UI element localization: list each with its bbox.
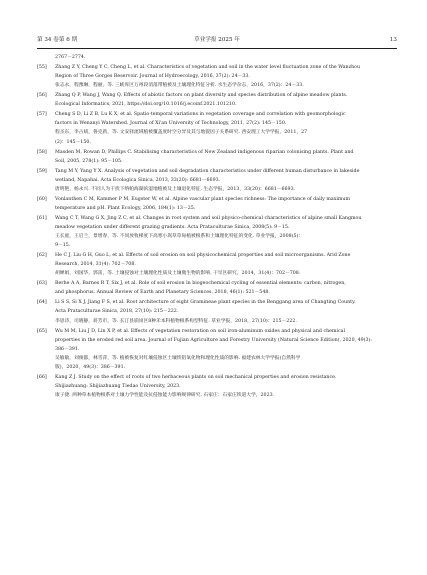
reference-number: [62] bbox=[37, 253, 47, 259]
reference-line: Ecological Informatics, 2021, https://doi.org/10.1016/j.ecoinf.2021.101210. bbox=[55, 102, 237, 108]
reference-number: [59] bbox=[37, 168, 47, 174]
reference-number: [65] bbox=[37, 328, 47, 334]
reference-number: [57] bbox=[37, 112, 47, 118]
reference-number: [56] bbox=[37, 93, 47, 99]
reference-item bbox=[37, 91, 397, 109]
reference-line: temperature and pH. Plant Ecology, 2006, 184(1): 13－25. bbox=[55, 205, 196, 211]
reference-line: meadow vegetation under different grazing gradients. Acta Prataculturae Sinica, 2008(5): 9－15. bbox=[55, 224, 290, 230]
reference-item bbox=[37, 110, 397, 146]
reference-line: 张志永，程豫琳，程丽，等. 三峡库区万州段消落带植被及土壤理化特征分析. 水生态学杂志，2016，37(2)：24－33. bbox=[55, 83, 304, 89]
reference-line: Kang Z J. Study on the effect of roots of two herbaceous plants on soil mechanical properties and erosion resistance. bbox=[55, 374, 337, 380]
reference-number: [58] bbox=[37, 149, 47, 155]
reference-line: Cheng S D, Li Z B, Lu K X, et al. Spatio-temporal variations in vegetation coverage and correlation with geomorphologic bbox=[55, 112, 346, 118]
reference-line: Soil, 2005, 278(1): 95－105. bbox=[55, 158, 123, 164]
reference-line: He C J, Liu G H, Guo L, et al. Effects of soil erosion on soil physicochemical properties and soil microorganisms. Arid Zone bbox=[55, 253, 351, 259]
reference-item bbox=[37, 298, 397, 325]
reference-line: Wang C T, Wang G X, Jing Z C, et al. Changes in root system and soil physico-chemical characteristics of alpine small Kangmou bbox=[55, 215, 362, 221]
reference-line: factors in Wenanyi Watershed. Journal of Xi'an University of Technology, 2011, 27(2): 145－150. bbox=[55, 121, 287, 127]
reference-number: [63] bbox=[37, 281, 47, 287]
reference-continuation bbox=[37, 53, 397, 62]
reference-line: 唐明艳，杨永兴. 不同人为干扰下纳帕海湖滨湿地植被及土壤退化特征. 生态学报，2013，33(20)：6681－6693. bbox=[55, 186, 296, 192]
reference-line: 版)，2020，49(3)：386－391. bbox=[55, 364, 126, 370]
reference-line: properties in the eroded red soil area. Journal of Fujian Agriculture and Forestry University (Natural Science Edition), 2020, 49(3): bbox=[55, 337, 372, 343]
journal-title: 草业学报 2025 年 bbox=[194, 37, 240, 43]
reference-line: Zhang Z Y, Cheng Y C, Cheng L, et al. Characteristics of vegetation and soil in the water level fluctuation zone of the Wanzhou bbox=[55, 64, 361, 70]
reference-item bbox=[37, 195, 397, 213]
reference-line: 吴敏敏，刘俊都，林雪萍，等. 植被恢复对红壤侵蚀区土壤铁铝氧化物和理化性质的影响. 福建农林大学学报(自然科学 bbox=[55, 355, 301, 361]
reference-item bbox=[37, 148, 397, 166]
reference-line: Research, 2014, 31(4): 702－708. bbox=[55, 262, 136, 268]
reference-item bbox=[37, 251, 397, 278]
reference-line: 王长庭，王启兰，景增春，等. 不同放牧梯度下高寒小嵩草草甸植被根系和土壤理化特征的变化. 草业学报，2008(5)： bbox=[55, 234, 304, 240]
reference-line: Zhang Q P, Wang J, Wang Q. Effects of abiotic factors on plant diversity and species distribution of alpine meadow plants. bbox=[55, 93, 348, 99]
journal-volume: 第 34 卷第 6 期 bbox=[37, 37, 78, 43]
reference-number: [61] bbox=[37, 215, 47, 221]
reference-line: Li S S, Si X J, Jiang F S, et al. Root architecture of eight Gramineae plant species in the Benggang area of Changting County. bbox=[55, 300, 356, 306]
reference-line: Region of Three Gorges Reservoir. Journal of Hydroecology, 2016, 37(2): 24－33. bbox=[55, 74, 250, 80]
reference-line: Berhe A A, Barnes R T, Six J, et al. Role of soil erosion in biogeochemical cycling of essential elements: carbon, nitrogen, bbox=[55, 281, 346, 287]
reference-item bbox=[37, 279, 397, 297]
reference-line: Masden M, Rowan D, Phillips C. Stabilising characteristics of New Zealand indigenous riparian colonising plants. Plant and bbox=[55, 149, 354, 155]
reference-line: 9－15. bbox=[55, 243, 71, 249]
reference-line: Vonlanthen C M, Kammer P M, Eugster W, et al. Alpine vascular plant species richness: The importance of daily maximum bbox=[55, 196, 350, 202]
reference-line: 程圣东，李占斌，鲁克新，等. 文安驿流域植被覆盖度时空分异及其与地貌因子关系研究. 西安理工大学学报，2011，27 bbox=[55, 130, 308, 136]
page-number: 13 bbox=[389, 37, 397, 43]
reference-line: 胡婵娟，刘国华，郭雷，等. 土壤侵蚀对土壤理化性质及土壤微生物的影响. 干旱区研究，2014，31(4)：702－708. bbox=[55, 271, 301, 277]
reference-line: and phosphorus. Annual Review of Earth and Planetary Sciences, 2018, 46(1): 521－548. bbox=[55, 290, 270, 296]
running-header bbox=[37, 35, 397, 45]
reference-number: [64] bbox=[37, 300, 47, 306]
reference-line: 康子捷. 两种草本植物根系对土壤力学性能及抗侵蚀能力影响规律研究. 石家庄：石家庄铁道大学，2023. bbox=[55, 393, 275, 399]
reference-line: wetland, Napahai. Acta Ecologica Sinica, 2013, 33(20): 6681－6693. bbox=[55, 177, 221, 183]
reference-line: Shijiazhuang: Shijiazhuang Tiedao University, 2023. bbox=[55, 383, 181, 389]
reference-item bbox=[37, 327, 397, 372]
reference-item bbox=[37, 373, 397, 400]
reference-line: (2)：145－150. bbox=[55, 139, 91, 145]
reference-line: 2767－2774. bbox=[55, 55, 86, 60]
header-rule bbox=[37, 48, 397, 49]
reference-line: Tang M Y, Yang Y X. Analysis of vegetation and soil degradation characteristics under different human disturbance in lakeside bbox=[55, 168, 360, 174]
reference-item bbox=[37, 214, 397, 250]
reference-line: 386－391. bbox=[55, 346, 80, 352]
reference-number: [55] bbox=[37, 64, 47, 70]
reference-number: [66] bbox=[37, 374, 47, 380]
reference-line: Acta Prataculturae Sinica, 2018, 27(10): 215－222. bbox=[55, 309, 179, 315]
reference-line: 李思诗，司晓静，蒋芳市，等. 长汀县崩岗区8种禾本科植物根系构型特征. 草业学报，2018，27(10)：215－222. bbox=[55, 318, 297, 324]
reference-item bbox=[37, 63, 397, 90]
reference-number: [60] bbox=[37, 196, 47, 202]
reference-item bbox=[37, 167, 397, 194]
reference-line: Wu M M, Liu J D, Lin X P, et al. Effects of vegetation restoration on soil iron-aluminum oxides and physical and chemical bbox=[55, 328, 346, 334]
reference-list bbox=[37, 53, 397, 401]
